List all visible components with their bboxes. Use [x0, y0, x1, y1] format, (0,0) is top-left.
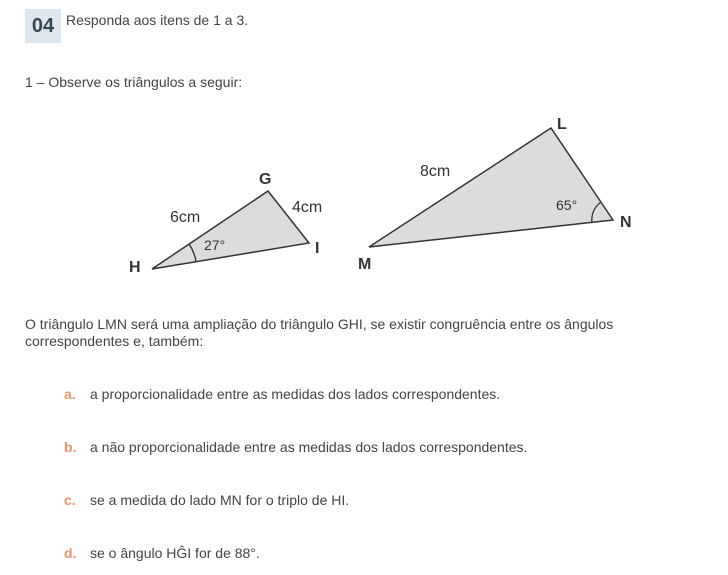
question-number: 04 — [31, 14, 55, 37]
item-1-prompt: 1 – Observe os triângulos a seguir: — [25, 74, 243, 90]
option-text: se a medida do lado MN for o triplo de HI. — [90, 492, 350, 508]
triangle-lmn — [369, 128, 613, 247]
side-label-ml: 8cm — [420, 163, 451, 180]
problem-statement: O triângulo LMN será uma ampliação do triângulo GHI, se existir congruência entre os ângulos correspondentes e, também: — [25, 316, 614, 349]
option-a[interactable] — [64, 386, 500, 402]
question-instruction: Responda aos itens de 1 a 3. — [66, 12, 249, 28]
vertex-label-i: I — [315, 240, 320, 257]
triangle-ghi — [152, 191, 309, 269]
vertex-label-h: H — [129, 259, 141, 276]
option-c[interactable] — [64, 492, 349, 508]
vertex-label-n: N — [620, 214, 632, 231]
option-letter: d. — [64, 545, 77, 561]
angle-label-n: 65° — [556, 197, 578, 213]
option-letter: a. — [64, 386, 76, 402]
side-label-hg: 6cm — [170, 209, 201, 226]
option-text: se o ângulo HĜI for de 88°. — [90, 545, 260, 561]
option-text: a não proporcionalidade entre as medidas dos lados correspondentes. — [90, 439, 528, 455]
option-letter: c. — [64, 492, 76, 508]
option-b[interactable] — [64, 439, 527, 455]
vertex-label-g: G — [259, 171, 272, 188]
side-label-gi: 4cm — [292, 199, 323, 216]
option-text: a proporcionalidade entre as medidas dos lados correspondentes. — [90, 386, 501, 402]
option-d[interactable] — [64, 545, 260, 561]
vertex-label-m: M — [358, 256, 372, 273]
angle-label-h: 27° — [204, 237, 226, 253]
option-letter: b. — [64, 439, 77, 455]
vertex-label-l: L — [557, 116, 567, 133]
